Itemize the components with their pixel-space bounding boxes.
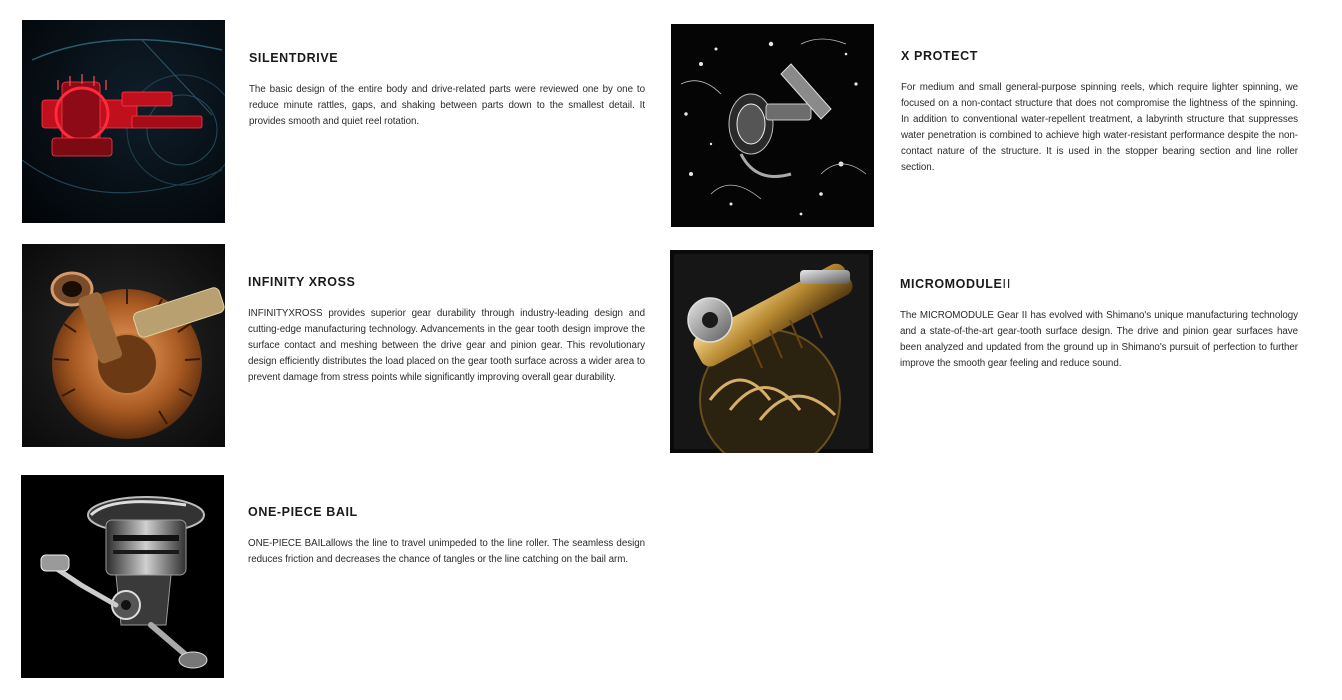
gold-gear-image [670,250,873,453]
feature-description: The MICROMODULE Gear II has evolved with Shimano's unique manufacturing technology and a state-of-the-art gear-tooth surface design. The drive and pinion gear surfaces have been analyzed and updated from the ground up in Shimano's pursuit of perfection to further improve the smooth gear feeling and reduce sound. [900,310,1298,369]
feature-description: INFINITYXROSS provides superior gear durability through industry-leading design and cutting-edge manufacturing technology. Advancements in the gear tooth design improve the surface contact and meshing between the drive gear and pinion gear. This revolutionary design efficiently distributes the load placed on the gear tooth surface across a wider area to prevent damage from stress points while significantly improving overall gear durability. [248,308,645,383]
feature-description: ONE-PIECE BAILallows the line to travel unimpeded to the line roller. The seamless design reduces friction and decreases the chance of tangles or the line catching on the bail arm. [248,538,645,565]
silentdrive-cutaway-image [22,20,225,223]
feature-title: SILENTDRIVE [249,51,339,65]
feature-description: For medium and small general-purpose spinning reels, which require lighter spinning, we focused on a non-contact structure that does not compromise the lightness of the spinning. In addition to conventional water-repellent treatment, a labyrinth structure that suppresses water penetration is combined to achieve high water-resistant performance despite the non-contact nature of the structure. It is used in the stopper bearing section and line roller section. [901,82,1298,173]
feature-one-piece-bail [248,505,645,568]
feature-title: MICROMODULEII [900,277,1012,291]
feature-title: X PROTECT [901,49,978,63]
feature-description: The basic design of the entire body and drive-related parts were reviewed one by one to reduce minute rattles, gaps, and shaking between parts down to the smallest detail. It provides smooth and quiet reel rotation. [249,84,645,127]
bronze-gear-image [22,244,225,447]
feature-silentdrive [249,51,645,130]
feature-title: INFINITY XROSS [248,275,356,289]
feature-infinity-xross [248,275,645,386]
spinning-reel-image [21,475,224,678]
feature-micromodule [900,277,1298,372]
feature-title: ONE-PIECE BAIL [248,505,358,519]
feature-x-protect [901,49,1298,176]
water-splash-reel-image [671,24,874,227]
